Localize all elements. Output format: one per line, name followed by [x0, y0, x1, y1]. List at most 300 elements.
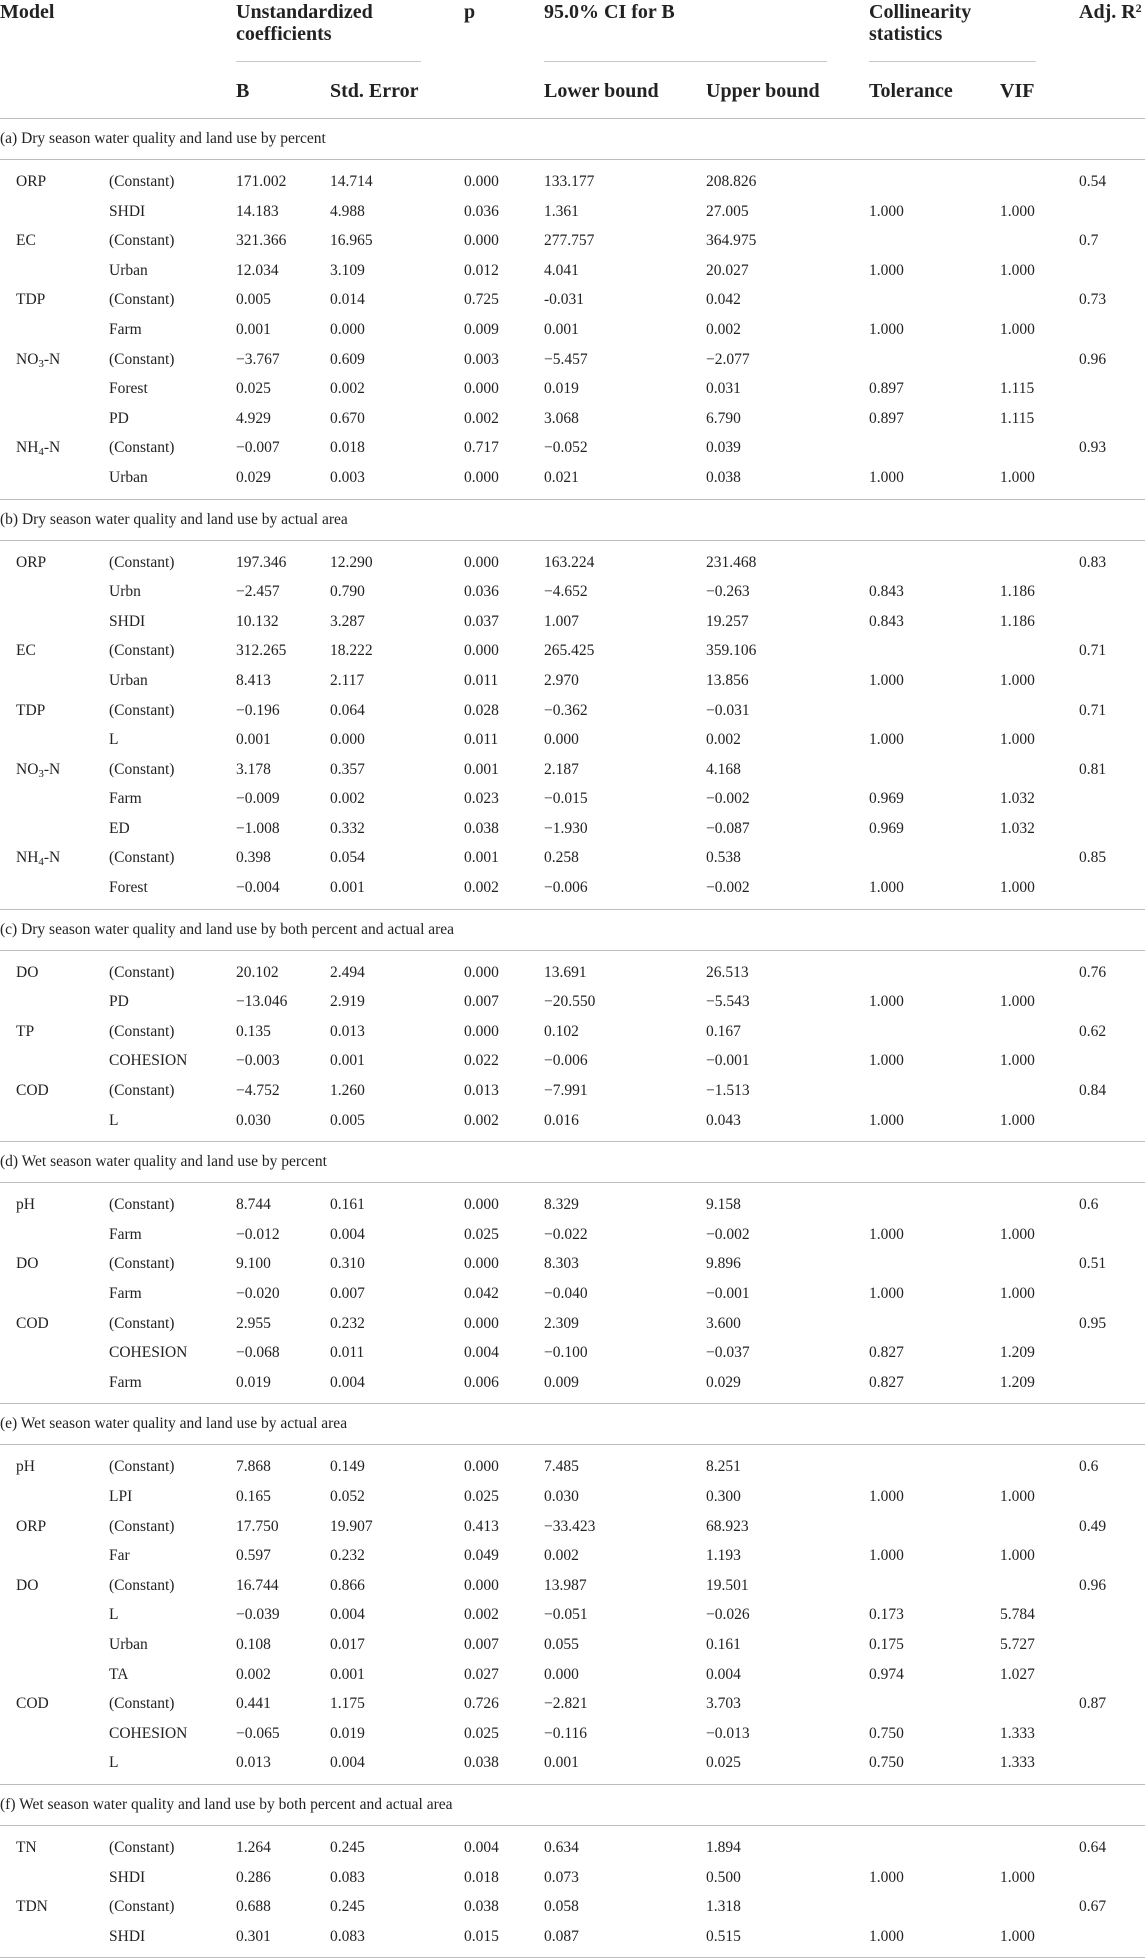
model-cell: ORP: [16, 553, 47, 571]
b-cell: 0.597: [236, 1547, 271, 1565]
std-error-cell: 0.790: [330, 583, 365, 601]
model-cell: ORP: [16, 173, 47, 190]
std-error-cell: 0.083: [330, 1927, 365, 1945]
table-row: [0, 463, 1145, 493]
b-cell: 0.005: [236, 291, 271, 309]
b-cell: −0.012: [236, 1225, 280, 1243]
p-cell: 0.002: [464, 1111, 499, 1129]
variable-cell: (Constant): [109, 1314, 175, 1332]
section-title: [0, 910, 1145, 950]
model-cell: COD: [16, 1314, 49, 1332]
table-row: [0, 1512, 1145, 1542]
variable-cell: Farm: [109, 1225, 142, 1243]
upper-bound-cell: 0.042: [706, 291, 741, 309]
adj-r2-cell: 0.73: [1079, 291, 1107, 309]
b-cell: 0.002: [236, 1665, 271, 1683]
variable-cell: TA: [109, 1665, 129, 1683]
table-row: [0, 958, 1145, 988]
lower-bound-cell: 0.002: [544, 1547, 579, 1565]
variable-cell: (Constant): [109, 1196, 175, 1214]
section-title-text: (b) Dry season water quality and land use by actual area: [0, 510, 348, 528]
upper-bound-cell: 1.318: [706, 1898, 741, 1916]
upper-bound-cell: 0.038: [706, 468, 741, 486]
vif-cell: 1.115: [1000, 409, 1035, 427]
std-error-cell: 0.064: [330, 701, 365, 719]
lower-bound-cell: 1.361: [544, 202, 579, 220]
variable-cell: (Constant): [109, 1082, 175, 1100]
table-row: [0, 814, 1145, 844]
variable-cell: Farm: [109, 790, 142, 808]
lower-bound-cell: 0.030: [544, 1487, 579, 1505]
table-row: [0, 1249, 1145, 1279]
tolerance-cell: 1.000: [869, 1052, 904, 1070]
header-tolerance: Tolerance: [869, 80, 953, 102]
upper-bound-cell: 0.161: [706, 1635, 741, 1653]
table-row: [0, 1106, 1145, 1136]
b-cell: −0.065: [236, 1724, 280, 1742]
b-cell: 197.346: [236, 553, 287, 571]
p-cell: 0.000: [464, 1458, 499, 1476]
vif-cell: 1.000: [1000, 1547, 1035, 1565]
lower-bound-cell: 0.258: [544, 849, 579, 867]
table-row: [0, 1046, 1145, 1076]
p-cell: 0.012: [464, 261, 499, 279]
header-coefficients: coefficients: [236, 23, 332, 45]
table-body: [0, 118, 1145, 1958]
lower-bound-cell: 163.224: [544, 553, 595, 571]
table-row: [0, 1922, 1145, 1952]
vif-cell: 1.000: [1000, 202, 1035, 220]
section-title: [0, 1142, 1145, 1182]
p-cell: 0.036: [464, 583, 499, 601]
std-error-cell: 1.260: [330, 1082, 365, 1100]
adj-r2-cell: 0.7: [1079, 232, 1099, 250]
p-cell: 0.028: [464, 701, 499, 719]
p-cell: 0.000: [464, 380, 499, 398]
b-cell: 9.100: [236, 1255, 271, 1273]
variable-cell: (Constant): [109, 291, 175, 309]
vif-cell: 1.000: [1000, 879, 1035, 897]
p-cell: 0.027: [464, 1665, 499, 1683]
table-row: [0, 433, 1145, 463]
tolerance-cell: 1.000: [869, 1868, 904, 1886]
tolerance-cell: 1.000: [869, 320, 904, 338]
p-cell: 0.011: [464, 671, 499, 689]
header-vif: VIF: [1000, 80, 1035, 102]
std-error-cell: 0.007: [330, 1285, 365, 1302]
std-error-cell: 0.052: [330, 1487, 365, 1505]
upper-bound-cell: 13.856: [706, 671, 749, 689]
p-cell: 0.002: [464, 879, 499, 897]
header-model: Model: [0, 1, 55, 23]
table-row: [0, 404, 1145, 434]
p-cell: 0.000: [464, 1576, 499, 1594]
upper-bound-cell: 359.106: [706, 642, 757, 660]
adj-r2-cell: 0.54: [1079, 173, 1107, 190]
b-cell: 7.868: [236, 1458, 271, 1476]
variable-cell: (Constant): [109, 701, 175, 719]
variable-cell: (Constant): [109, 1838, 175, 1856]
p-cell: 0.022: [464, 1052, 499, 1070]
model-cell: DO: [16, 963, 39, 981]
adj-r2-cell: 0.51: [1079, 1255, 1107, 1273]
upper-bound-cell: 0.167: [706, 1022, 741, 1040]
tolerance-cell: 1.000: [869, 1225, 904, 1243]
upper-bound-cell: −0.013: [706, 1724, 750, 1742]
model-suffix: -N: [43, 350, 61, 368]
lower-bound-cell: −1.930: [544, 819, 588, 837]
b-cell: 0.441: [236, 1695, 271, 1713]
lower-bound-cell: 0.001: [544, 1754, 579, 1772]
p-cell: 0.004: [464, 1838, 499, 1856]
std-error-cell: 0.161: [330, 1196, 365, 1214]
upper-bound-cell: 6.790: [706, 409, 741, 427]
lower-bound-cell: 3.068: [544, 409, 579, 427]
upper-bound-cell: −1.513: [706, 1082, 750, 1100]
std-error-cell: 0.011: [330, 1344, 365, 1362]
table-row: [0, 226, 1145, 256]
table-row: [0, 987, 1145, 1017]
upper-bound-cell: 0.002: [706, 320, 741, 338]
p-cell: 0.007: [464, 993, 499, 1011]
b-cell: 0.688: [236, 1898, 271, 1916]
section-title: [0, 1785, 1145, 1825]
header-adj-r2-text: Adj. R: [1079, 1, 1136, 23]
vif-cell: 1.186: [1000, 612, 1035, 630]
header-p: p: [464, 1, 476, 23]
lower-bound-cell: −0.015: [544, 790, 588, 808]
table-row: [0, 1452, 1145, 1482]
adj-r2-cell: 0.49: [1079, 1517, 1107, 1535]
p-cell: 0.004: [464, 1344, 499, 1362]
upper-bound-cell: 0.029: [706, 1373, 741, 1391]
upper-bound-cell: 9.158: [706, 1196, 741, 1214]
tolerance-cell: 0.843: [869, 612, 904, 630]
header-underline-ci: [544, 61, 827, 62]
p-cell: 0.000: [464, 232, 499, 250]
b-cell: 0.135: [236, 1022, 271, 1040]
p-cell: 0.049: [464, 1547, 499, 1565]
lower-bound-cell: −2.821: [544, 1695, 588, 1713]
b-cell: −0.068: [236, 1344, 280, 1362]
variable-cell: (Constant): [109, 553, 175, 571]
b-cell: 0.301: [236, 1927, 271, 1945]
variable-cell: Forest: [109, 380, 148, 398]
tolerance-cell: 0.827: [869, 1344, 904, 1362]
lower-bound-cell: 2.187: [544, 760, 579, 778]
model-cell: TDP: [16, 291, 46, 309]
upper-bound-cell: 0.031: [706, 380, 741, 398]
table-row: [0, 548, 1145, 578]
std-error-cell: 0.019: [330, 1724, 365, 1742]
std-error-cell: 0.245: [330, 1838, 365, 1856]
upper-bound-cell: 0.043: [706, 1111, 741, 1129]
upper-bound-cell: −0.001: [706, 1285, 750, 1302]
model-name: NO: [16, 760, 39, 778]
upper-bound-cell: −5.543: [706, 993, 750, 1011]
lower-bound-cell: 0.058: [544, 1898, 579, 1916]
header-ci: 95.0% CI for B: [544, 1, 675, 23]
vif-cell: 1.000: [1000, 1285, 1035, 1302]
upper-bound-cell: −0.002: [706, 790, 750, 808]
variable-cell: L: [109, 731, 119, 749]
std-error-cell: 19.907: [330, 1517, 373, 1535]
vif-cell: 1.000: [1000, 320, 1035, 338]
variable-cell: PD: [109, 409, 129, 427]
vif-cell: 1.000: [1000, 671, 1035, 689]
std-error-cell: 0.054: [330, 849, 365, 867]
std-error-cell: 0.000: [330, 320, 365, 338]
variable-cell: L: [109, 1111, 119, 1129]
variable-cell: (Constant): [109, 1458, 175, 1476]
std-error-cell: 0.004: [330, 1373, 365, 1391]
p-cell: 0.000: [464, 553, 499, 571]
lower-bound-cell: 0.087: [544, 1927, 579, 1945]
variable-cell: L: [109, 1754, 119, 1772]
b-cell: 4.929: [236, 409, 271, 427]
table-row: [0, 1630, 1145, 1660]
tolerance-cell: 0.843: [869, 583, 904, 601]
lower-bound-cell: −0.362: [544, 701, 588, 719]
b-cell: 0.286: [236, 1868, 271, 1886]
tolerance-cell: 0.897: [869, 380, 904, 398]
lower-bound-cell: −0.052: [544, 439, 588, 457]
adj-r2-cell: 0.71: [1079, 701, 1107, 719]
b-cell: 312.265: [236, 642, 287, 660]
upper-bound-cell: 68.923: [706, 1517, 749, 1535]
model-cell: EC: [16, 232, 36, 250]
lower-bound-cell: −20.550: [544, 993, 596, 1011]
upper-bound-cell: 0.515: [706, 1927, 741, 1945]
upper-bound-cell: 0.300: [706, 1487, 741, 1505]
std-error-cell: 0.609: [330, 350, 365, 368]
lower-bound-cell: 0.000: [544, 731, 579, 749]
adj-r2-cell: 0.67: [1079, 1898, 1107, 1916]
header-underline-coef: [236, 61, 421, 62]
upper-bound-cell: 0.025: [706, 1754, 741, 1772]
b-cell: 12.034: [236, 261, 279, 279]
upper-bound-cell: 3.600: [706, 1314, 741, 1332]
b-cell: −0.020: [236, 1285, 280, 1302]
variable-cell: Urban: [109, 671, 148, 689]
adj-r2-cell: 0.64: [1079, 1838, 1107, 1856]
table-row: [0, 167, 1145, 197]
upper-bound-cell: 27.005: [706, 202, 749, 220]
section-title: [0, 119, 1145, 159]
std-error-cell: 0.232: [330, 1314, 365, 1332]
std-error-cell: 0.001: [330, 879, 365, 897]
lower-bound-cell: 13.987: [544, 1576, 587, 1594]
upper-bound-cell: −0.263: [706, 583, 750, 601]
upper-bound-cell: 19.257: [706, 612, 749, 630]
std-error-cell: 0.245: [330, 1898, 365, 1916]
table-row: [0, 1863, 1145, 1893]
p-cell: 0.036: [464, 202, 499, 220]
table-row: [0, 843, 1145, 873]
upper-bound-cell: 1.193: [706, 1547, 741, 1565]
upper-bound-cell: 231.468: [706, 553, 757, 571]
p-cell: 0.726: [464, 1695, 499, 1713]
upper-bound-cell: 0.002: [706, 731, 741, 749]
std-error-cell: 0.013: [330, 1022, 365, 1040]
std-error-cell: 18.222: [330, 642, 373, 660]
upper-bound-cell: −0.037: [706, 1344, 750, 1362]
variable-cell: COHESION: [109, 1052, 188, 1070]
table-row: [0, 1541, 1145, 1571]
lower-bound-cell: −0.022: [544, 1225, 588, 1243]
header-upper-bound: Upper bound: [706, 80, 820, 102]
p-cell: 0.413: [464, 1517, 499, 1535]
std-error-cell: 2.117: [330, 671, 365, 689]
std-error-cell: 0.232: [330, 1547, 365, 1565]
variable-cell: (Constant): [109, 232, 175, 250]
table-row: [0, 1190, 1145, 1220]
lower-bound-cell: 0.019: [544, 380, 579, 398]
tolerance-cell: 1.000: [869, 1547, 904, 1565]
upper-bound-cell: 1.894: [706, 1838, 741, 1856]
table-row: [0, 1833, 1145, 1863]
table-row: [0, 755, 1145, 785]
tolerance-cell: 0.750: [869, 1754, 904, 1772]
vif-cell: 1.027: [1000, 1665, 1035, 1683]
tolerance-cell: 0.897: [869, 409, 904, 427]
b-cell: 321.366: [236, 232, 287, 250]
std-error-cell: 3.287: [330, 612, 365, 630]
section-title-text: (d) Wet season water quality and land use by percent: [0, 1153, 327, 1171]
table-row: [0, 315, 1145, 345]
p-cell: 0.001: [464, 760, 499, 778]
p-cell: 0.015: [464, 1927, 499, 1945]
table-row: [0, 1482, 1145, 1512]
tolerance-cell: 1.000: [869, 1487, 904, 1505]
upper-bound-cell: −0.002: [706, 879, 750, 897]
tolerance-cell: 0.969: [869, 790, 904, 808]
section-title: [0, 1404, 1145, 1444]
p-cell: 0.717: [464, 439, 499, 457]
std-error-cell: 4.988: [330, 202, 365, 220]
b-cell: −0.007: [236, 439, 280, 457]
variable-cell: Farm: [109, 320, 142, 338]
p-cell: 0.000: [464, 963, 499, 981]
p-cell: 0.000: [464, 1314, 499, 1332]
tolerance-cell: 1.000: [869, 1285, 904, 1302]
std-error-cell: 1.175: [330, 1695, 365, 1713]
tolerance-cell: 1.000: [869, 1927, 904, 1945]
table-row: [0, 1368, 1145, 1398]
variable-cell: (Constant): [109, 963, 175, 981]
model-name: NO: [16, 350, 39, 368]
table-row: [0, 666, 1145, 696]
lower-bound-cell: 265.425: [544, 642, 595, 660]
upper-bound-cell: 3.703: [706, 1695, 741, 1713]
model-cell: TN: [16, 1838, 37, 1856]
table-row: [0, 1220, 1145, 1250]
model-cell: ORP: [16, 1517, 47, 1535]
b-cell: 8.413: [236, 671, 271, 689]
p-cell: 0.025: [464, 1487, 499, 1505]
variable-cell: Urban: [109, 1635, 148, 1653]
lower-bound-cell: −33.423: [544, 1517, 596, 1535]
tolerance-cell: 1.000: [869, 879, 904, 897]
b-cell: −0.039: [236, 1606, 280, 1624]
model-subscript: 4: [38, 856, 44, 869]
lower-bound-cell: 13.691: [544, 963, 587, 981]
vif-cell: 1.000: [1000, 468, 1035, 486]
section-title-text: (f) Wet season water quality and land use by both percent and actual area: [0, 1795, 453, 1813]
lower-bound-cell: 8.329: [544, 1196, 579, 1214]
variable-cell: Farm: [109, 1373, 142, 1391]
std-error-cell: 0.002: [330, 380, 365, 398]
tolerance-cell: 1.000: [869, 731, 904, 749]
p-cell: 0.725: [464, 291, 499, 309]
table-row: [0, 285, 1145, 315]
header-collinearity: Collinearity: [869, 1, 972, 23]
section-rows: [0, 160, 1145, 499]
adj-r2-cell: 0.83: [1079, 553, 1107, 571]
std-error-cell: 0.001: [330, 1052, 365, 1070]
tolerance-cell: 1.000: [869, 671, 904, 689]
p-cell: 0.013: [464, 1082, 499, 1100]
b-cell: −0.196: [236, 701, 280, 719]
variable-cell: PD: [109, 993, 129, 1011]
b-cell: 0.001: [236, 731, 271, 749]
table-row: [0, 577, 1145, 607]
model-cell: TDN: [16, 1898, 48, 1916]
tolerance-cell: 1.000: [869, 993, 904, 1011]
table-row: [0, 1892, 1145, 1922]
table-row: [0, 374, 1145, 404]
vif-cell: 1.000: [1000, 1487, 1035, 1505]
p-cell: 0.000: [464, 1196, 499, 1214]
upper-bound-cell: −0.002: [706, 1225, 750, 1243]
table-row: [0, 1076, 1145, 1106]
vif-cell: 1.333: [1000, 1754, 1035, 1772]
vif-cell: 1.000: [1000, 261, 1035, 279]
lower-bound-cell: 0.016: [544, 1111, 579, 1129]
b-cell: 10.132: [236, 612, 279, 630]
variable-cell: (Constant): [109, 642, 175, 660]
variable-cell: Urban: [109, 468, 148, 486]
adj-r2-cell: 0.85: [1079, 849, 1107, 867]
p-cell: 0.000: [464, 642, 499, 660]
variable-cell: (Constant): [109, 849, 175, 867]
lower-bound-cell: −0.040: [544, 1285, 588, 1302]
lower-bound-cell: 8.303: [544, 1255, 579, 1273]
b-cell: 0.025: [236, 380, 271, 398]
lower-bound-cell: −0.006: [544, 1052, 588, 1070]
variable-cell: (Constant): [109, 439, 175, 457]
model-cell: TDP: [16, 701, 46, 719]
b-cell: 0.001: [236, 320, 271, 338]
table-row: [0, 345, 1145, 375]
lower-bound-cell: −0.100: [544, 1344, 588, 1362]
section-rows: [0, 1826, 1145, 1957]
lower-bound-cell: 0.021: [544, 468, 579, 486]
std-error-cell: 0.018: [330, 439, 365, 457]
table-row: [0, 696, 1145, 726]
tolerance-cell: 0.827: [869, 1373, 904, 1391]
std-error-cell: 0.004: [330, 1606, 365, 1624]
upper-bound-cell: 0.004: [706, 1665, 741, 1683]
variable-cell: Urbn: [109, 583, 141, 601]
p-cell: 0.038: [464, 1898, 499, 1916]
b-cell: 0.398: [236, 849, 271, 867]
p-cell: 0.002: [464, 1606, 499, 1624]
upper-bound-cell: −0.026: [706, 1606, 750, 1624]
p-cell: 0.018: [464, 1868, 499, 1886]
vif-cell: 1.186: [1000, 583, 1035, 601]
upper-bound-cell: 0.538: [706, 849, 741, 867]
